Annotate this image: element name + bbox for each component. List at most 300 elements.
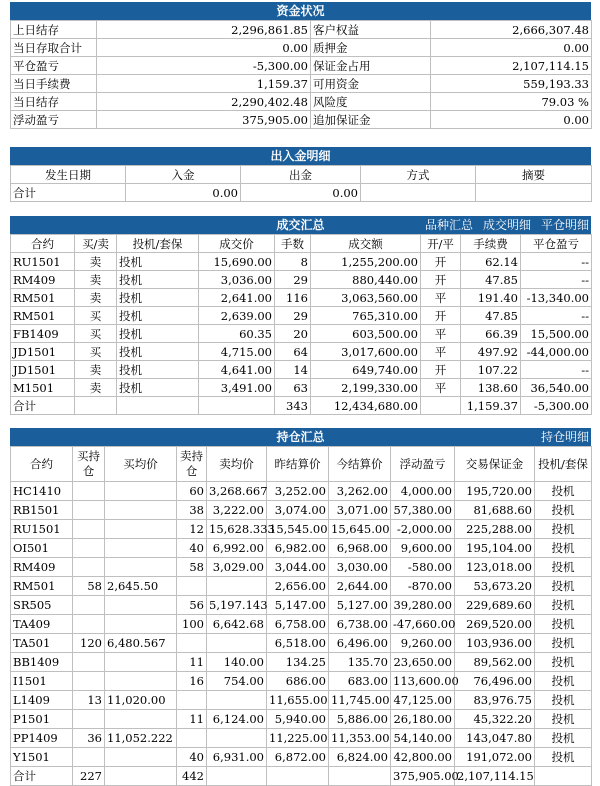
- positions-cell: 9,260.00: [391, 634, 455, 653]
- positions-row: [11, 558, 592, 577]
- positions-cell: RU1501: [11, 520, 73, 539]
- trades-link[interactable]: 成交明细: [482, 218, 531, 232]
- positions-cell: 6,124.00: [207, 710, 267, 729]
- positions-cell: 投机: [535, 539, 592, 558]
- positions-cell: [73, 596, 105, 615]
- trades-section: [10, 216, 591, 415]
- positions-cell: 60: [177, 482, 207, 501]
- funds-value: 79.03 %: [431, 93, 592, 111]
- positions-cell: 134.25: [267, 653, 329, 672]
- inout-total-cell: [476, 184, 592, 202]
- funds-value: 1,159.37: [97, 75, 311, 93]
- trades-cell: 107.22: [461, 361, 521, 379]
- trades-cell: 880,440.00: [311, 271, 421, 289]
- positions-header: 浮动盈亏: [391, 447, 455, 482]
- trades-cell: JD1501: [11, 361, 75, 379]
- trades-total-cell: [117, 397, 199, 415]
- funds-value: 2,290,402.48: [97, 93, 311, 111]
- positions-cell: RM501: [11, 577, 73, 596]
- positions-cell: [207, 691, 267, 710]
- positions-cell: 58: [177, 558, 207, 577]
- positions-cell: 投机: [535, 482, 592, 501]
- trades-header: 手数: [275, 235, 311, 253]
- trades-cell: 36,540.00: [521, 379, 592, 397]
- positions-cell: 11,353.00: [329, 729, 391, 748]
- positions-cell: [73, 748, 105, 767]
- positions-cell: RB1501: [11, 501, 73, 520]
- positions-header: 买均价: [105, 447, 177, 482]
- trades-header: 手续费: [461, 235, 521, 253]
- trades-cell: RM501: [11, 307, 75, 325]
- positions-cell: P1501: [11, 710, 73, 729]
- trades-cell: 60.35: [199, 325, 275, 343]
- positions-cell: 11,655.00: [267, 691, 329, 710]
- trades-cell: 29: [275, 271, 311, 289]
- positions-cell: 投机: [535, 520, 592, 539]
- trades-cell: --: [521, 271, 592, 289]
- positions-cell: 6,824.00: [329, 748, 391, 767]
- trades-cell: 卖: [75, 361, 117, 379]
- positions-cell: 6,968.00: [329, 539, 391, 558]
- positions-header: 昨结算价: [267, 447, 329, 482]
- positions-cell: 6,872.00: [267, 748, 329, 767]
- positions-cell: 3,262.00: [329, 482, 391, 501]
- trades-table: [10, 234, 592, 415]
- trades-cell: 投机: [117, 361, 199, 379]
- positions-cell: 投机: [535, 634, 592, 653]
- positions-cell: 15,628.333: [207, 520, 267, 539]
- trades-cell: FB1409: [11, 325, 75, 343]
- positions-cell: 11,745.00: [329, 691, 391, 710]
- positions-cell: 140.00: [207, 653, 267, 672]
- trades-cell: RM409: [11, 271, 75, 289]
- funds-row: [11, 57, 592, 75]
- positions-cell: 754.00: [207, 672, 267, 691]
- trades-header: 平仓盈亏: [521, 235, 592, 253]
- positions-cell: 15,545.00: [267, 520, 329, 539]
- positions-header: 卖持仓: [177, 447, 207, 482]
- funds-label: 当日手续费: [11, 75, 97, 93]
- positions-cell: 39,280.00: [391, 596, 455, 615]
- inout-section: [10, 147, 591, 202]
- positions-cell: 4,000.00: [391, 482, 455, 501]
- positions-total-cell: [535, 767, 592, 786]
- funds-row: [11, 21, 592, 39]
- trades-cell: 投机: [117, 253, 199, 271]
- funds-label: 可用资金: [311, 75, 431, 93]
- positions-cell: 12: [177, 520, 207, 539]
- funds-row: [11, 111, 592, 129]
- positions-cell: 6,758.00: [267, 615, 329, 634]
- positions-cell: RM409: [11, 558, 73, 577]
- trades-cell: 66.39: [461, 325, 521, 343]
- trades-header: 投机/套保: [117, 235, 199, 253]
- positions-cell: [207, 634, 267, 653]
- positions-cell: 683.00: [329, 672, 391, 691]
- trades-cell: 649,740.00: [311, 361, 421, 379]
- trades-cell: 卖: [75, 253, 117, 271]
- funds-value: 2,107,114.15: [431, 57, 592, 75]
- positions-cell: [73, 539, 105, 558]
- positions-header: 卖均价: [207, 447, 267, 482]
- positions-cell: 103,936.00: [455, 634, 535, 653]
- funds-value: 375,905.00: [97, 111, 311, 129]
- positions-table: [10, 446, 592, 786]
- positions-title: 持仓汇总: [276, 430, 325, 444]
- positions-cell: TA501: [11, 634, 73, 653]
- positions-header: 买持仓: [73, 447, 105, 482]
- funds-row: [11, 75, 592, 93]
- inout-header: 出金: [241, 166, 361, 184]
- positions-cell: Y1501: [11, 748, 73, 767]
- trades-cell: 投机: [117, 325, 199, 343]
- funds-value: 0.00: [431, 111, 592, 129]
- inout-total-row: [11, 184, 592, 202]
- positions-link[interactable]: 持仓明细: [540, 430, 589, 444]
- positions-cell: 40: [177, 539, 207, 558]
- positions-cell: [105, 615, 177, 634]
- trades-row: [11, 253, 592, 271]
- positions-cell: 76,496.00: [455, 672, 535, 691]
- positions-row: [11, 615, 592, 634]
- funds-label: 追加保证金: [311, 111, 431, 129]
- positions-cell: 11: [177, 653, 207, 672]
- positions-cell: 38: [177, 501, 207, 520]
- trades-cell: 497.92: [461, 343, 521, 361]
- trades-cell: 平: [421, 379, 461, 397]
- positions-cell: [177, 634, 207, 653]
- funds-label: 上日结存: [11, 21, 97, 39]
- positions-row: [11, 501, 592, 520]
- trades-cell: 卖: [75, 289, 117, 307]
- positions-cell: 投机: [535, 615, 592, 634]
- positions-cell: 56: [177, 596, 207, 615]
- positions-section: [10, 428, 591, 786]
- trades-cell: 开: [421, 361, 461, 379]
- trades-total-cell: [75, 397, 117, 415]
- trades-row: [11, 343, 592, 361]
- positions-header: 合约: [11, 447, 73, 482]
- funds-row: [11, 39, 592, 57]
- positions-cell: 45,322.20: [455, 710, 535, 729]
- positions-cell: 6,642.68: [207, 615, 267, 634]
- positions-cell: [73, 520, 105, 539]
- trades-cell: 64: [275, 343, 311, 361]
- positions-cell: 投机: [535, 710, 592, 729]
- trades-cell: M1501: [11, 379, 75, 397]
- positions-cell: 195,104.00: [455, 539, 535, 558]
- inout-total-cell: 0.00: [241, 184, 361, 202]
- funds-label: 平仓盈亏: [11, 57, 97, 75]
- funds-label: 客户权益: [311, 21, 431, 39]
- positions-cell: 36: [73, 729, 105, 748]
- positions-header: 交易保证金: [455, 447, 535, 482]
- trades-cell: 卖: [75, 271, 117, 289]
- positions-cell: 269,520.00: [455, 615, 535, 634]
- positions-cell: 3,029.00: [207, 558, 267, 577]
- trades-cell: 买: [75, 325, 117, 343]
- positions-cell: 89,562.00: [455, 653, 535, 672]
- positions-cell: 2,644.00: [329, 577, 391, 596]
- trades-cell: 3,063,560.00: [311, 289, 421, 307]
- trades-link[interactable]: 平仓明细: [540, 218, 589, 232]
- positions-cell: 13: [73, 691, 105, 710]
- positions-cell: [73, 558, 105, 577]
- positions-cell: 投机: [535, 577, 592, 596]
- positions-cell: 191,072.00: [455, 748, 535, 767]
- inout-title: 出入金明细: [10, 147, 591, 165]
- positions-total-cell: [207, 767, 267, 786]
- positions-cell: 投机: [535, 596, 592, 615]
- positions-cell: [105, 558, 177, 577]
- trades-cell: 63: [275, 379, 311, 397]
- positions-cell: 3,074.00: [267, 501, 329, 520]
- trades-header: 合约: [11, 235, 75, 253]
- trades-cell: JD1501: [11, 343, 75, 361]
- positions-cell: [73, 482, 105, 501]
- trades-cell: --: [521, 253, 592, 271]
- trades-header: 成交价: [199, 235, 275, 253]
- positions-cell: L1409: [11, 691, 73, 710]
- inout-header: 入金: [126, 166, 241, 184]
- positions-cell: 40: [177, 748, 207, 767]
- positions-total-cell: 2,107,114.15: [455, 767, 535, 786]
- trades-cell: 116: [275, 289, 311, 307]
- positions-cell: 投机: [535, 653, 592, 672]
- trades-cell: 8: [275, 253, 311, 271]
- inout-header: 发生日期: [11, 166, 126, 184]
- trades-total-row: [11, 397, 592, 415]
- trades-cell: 603,500.00: [311, 325, 421, 343]
- positions-row: [11, 710, 592, 729]
- trades-cell: --: [521, 307, 592, 325]
- positions-cell: 229,689.60: [455, 596, 535, 615]
- positions-cell: 3,222.00: [207, 501, 267, 520]
- positions-cell: 143,047.80: [455, 729, 535, 748]
- trades-cell: 开: [421, 307, 461, 325]
- funds-value: -5,300.00: [97, 57, 311, 75]
- positions-cell: [105, 672, 177, 691]
- funds-value: 0.00: [97, 39, 311, 57]
- positions-cell: 投机: [535, 691, 592, 710]
- positions-cell: 113,600.00: [391, 672, 455, 691]
- inout-header: 摘要: [476, 166, 592, 184]
- trades-cell: 卖: [75, 379, 117, 397]
- trades-cell: 投机: [117, 343, 199, 361]
- funds-section: [10, 2, 591, 129]
- positions-total-row: [11, 767, 592, 786]
- positions-total-cell: 合计: [11, 767, 73, 786]
- positions-row: [11, 596, 592, 615]
- positions-cell: 120: [73, 634, 105, 653]
- positions-cell: 投机: [535, 729, 592, 748]
- funds-label: 质押金: [311, 39, 431, 57]
- trades-cell: 买: [75, 343, 117, 361]
- funds-value: 559,193.33: [431, 75, 592, 93]
- positions-cell: 投机: [535, 558, 592, 577]
- trades-cell: RM501: [11, 289, 75, 307]
- positions-cell: 投机: [535, 748, 592, 767]
- trades-row: [11, 325, 592, 343]
- positions-cell: [207, 729, 267, 748]
- trades-cell: 投机: [117, 307, 199, 325]
- trades-cell: 2,641.00: [199, 289, 275, 307]
- positions-cell: 投机: [535, 501, 592, 520]
- positions-cell: 3,071.00: [329, 501, 391, 520]
- trades-row: [11, 289, 592, 307]
- positions-cell: [105, 501, 177, 520]
- positions-cell: 2,656.00: [267, 577, 329, 596]
- trades-row: [11, 379, 592, 397]
- positions-row: [11, 634, 592, 653]
- trades-cell: 平: [421, 289, 461, 307]
- trades-cell: 投机: [117, 379, 199, 397]
- positions-cell: -870.00: [391, 577, 455, 596]
- trades-cell: 47.85: [461, 307, 521, 325]
- positions-cell: -47,660.00: [391, 615, 455, 634]
- trades-cell: 4,641.00: [199, 361, 275, 379]
- trades-cell: 投机: [117, 289, 199, 307]
- positions-cell: [73, 710, 105, 729]
- positions-row: [11, 672, 592, 691]
- positions-cell: [73, 501, 105, 520]
- inout-total-cell: 0.00: [126, 184, 241, 202]
- positions-total-cell: 442: [177, 767, 207, 786]
- positions-cell: [105, 539, 177, 558]
- positions-cell: 5,147.00: [267, 596, 329, 615]
- trades-total-cell: [421, 397, 461, 415]
- trades-total-cell: 343: [275, 397, 311, 415]
- positions-cell: 3,030.00: [329, 558, 391, 577]
- positions-total-cell: 375,905.00: [391, 767, 455, 786]
- trades-cell: 平: [421, 325, 461, 343]
- trades-cell: 投机: [117, 271, 199, 289]
- trades-cell: 3,017,600.00: [311, 343, 421, 361]
- positions-cell: 11: [177, 710, 207, 729]
- positions-cell: 47,125.00: [391, 691, 455, 710]
- positions-row: [11, 653, 592, 672]
- trades-cell: -13,340.00: [521, 289, 592, 307]
- positions-row: [11, 539, 592, 558]
- positions-cell: 26,180.00: [391, 710, 455, 729]
- funds-title: 资金状况: [10, 2, 591, 20]
- positions-row: [11, 729, 592, 748]
- positions-cell: 225,288.00: [455, 520, 535, 539]
- trades-cell: 15,690.00: [199, 253, 275, 271]
- positions-cell: 16: [177, 672, 207, 691]
- trades-cell: 14: [275, 361, 311, 379]
- positions-cell: [73, 672, 105, 691]
- trades-cell: 138.60: [461, 379, 521, 397]
- positions-cell: [105, 482, 177, 501]
- trades-link[interactable]: 品种汇总: [424, 218, 473, 232]
- positions-cell: 23,650.00: [391, 653, 455, 672]
- trades-cell: 47.85: [461, 271, 521, 289]
- funds-label: 保证金占用: [311, 57, 431, 75]
- positions-row: [11, 482, 592, 501]
- positions-total-cell: [329, 767, 391, 786]
- trades-cell: 15,500.00: [521, 325, 592, 343]
- positions-cell: 11,052.222: [105, 729, 177, 748]
- trades-cell: 开: [421, 271, 461, 289]
- trades-cell: 62.14: [461, 253, 521, 271]
- trades-cell: 2,199,330.00: [311, 379, 421, 397]
- positions-cell: 6,738.00: [329, 615, 391, 634]
- positions-cell: 11,225.00: [267, 729, 329, 748]
- positions-row: [11, 520, 592, 539]
- trades-bar: [10, 216, 591, 234]
- trades-title: 成交汇总: [276, 218, 325, 232]
- positions-cell: 15,645.00: [329, 520, 391, 539]
- positions-cell: 100: [177, 615, 207, 634]
- positions-cell: [177, 729, 207, 748]
- trades-cell: 765,310.00: [311, 307, 421, 325]
- trades-cell: 20: [275, 325, 311, 343]
- positions-cell: 5,197.143: [207, 596, 267, 615]
- positions-cell: 83,976.75: [455, 691, 535, 710]
- trades-total-cell: -5,300.00: [521, 397, 592, 415]
- positions-header: 今结算价: [329, 447, 391, 482]
- positions-cell: 5,886.00: [329, 710, 391, 729]
- trades-total-cell: 12,434,680.00: [311, 397, 421, 415]
- positions-cell: 3,252.00: [267, 482, 329, 501]
- positions-cell: -580.00: [391, 558, 455, 577]
- trades-cell: 191.40: [461, 289, 521, 307]
- positions-cell: 2,645.50: [105, 577, 177, 596]
- trades-cell: 买: [75, 307, 117, 325]
- positions-cell: 53,673.20: [455, 577, 535, 596]
- funds-label: 当日存取合计: [11, 39, 97, 57]
- positions-cell: PP1409: [11, 729, 73, 748]
- positions-cell: 686.00: [267, 672, 329, 691]
- trades-cell: 1,255,200.00: [311, 253, 421, 271]
- positions-cell: 投机: [535, 672, 592, 691]
- positions-cell: 6,518.00: [267, 634, 329, 653]
- positions-cell: [73, 653, 105, 672]
- positions-bar: [10, 428, 591, 446]
- positions-cell: 11,020.00: [105, 691, 177, 710]
- trades-total-cell: 1,159.37: [461, 397, 521, 415]
- trades-cell: RU1501: [11, 253, 75, 271]
- positions-cell: 42,800.00: [391, 748, 455, 767]
- trades-cell: --: [521, 361, 592, 379]
- funds-value: 0.00: [431, 39, 592, 57]
- trades-cell: 29: [275, 307, 311, 325]
- inout-table: [10, 165, 592, 202]
- positions-cell: HC1410: [11, 482, 73, 501]
- positions-row: [11, 691, 592, 710]
- trades-total-cell: [199, 397, 275, 415]
- positions-cell: BB1409: [11, 653, 73, 672]
- trades-row: [11, 307, 592, 325]
- trades-cell: 4,715.00: [199, 343, 275, 361]
- positions-cell: 6,480.567: [105, 634, 177, 653]
- trades-row: [11, 271, 592, 289]
- trades-header: 开/平: [421, 235, 461, 253]
- positions-cell: 9,600.00: [391, 539, 455, 558]
- positions-cell: OI501: [11, 539, 73, 558]
- positions-cell: 57,380.00: [391, 501, 455, 520]
- trades-cell: 2,639.00: [199, 307, 275, 325]
- positions-cell: 5,127.00: [329, 596, 391, 615]
- positions-cell: [105, 748, 177, 767]
- trades-row: [11, 361, 592, 379]
- positions-row: [11, 748, 592, 767]
- trades-total-cell: 合计: [11, 397, 75, 415]
- funds-label: 风险度: [311, 93, 431, 111]
- positions-cell: 81,688.60: [455, 501, 535, 520]
- positions-cell: 123,018.00: [455, 558, 535, 577]
